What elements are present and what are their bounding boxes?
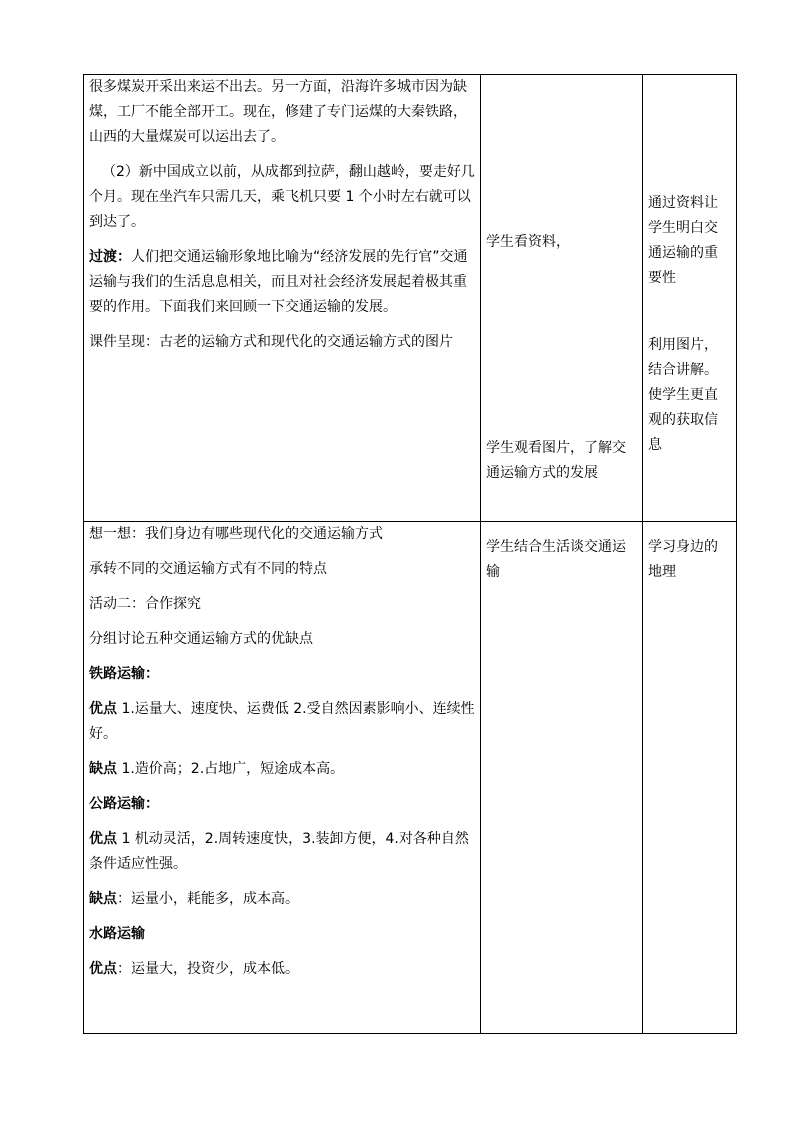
text-paragraph: 学生看资料， (486, 234, 570, 250)
table-row (84, 522, 737, 1034)
table-row (84, 75, 737, 522)
teacher-activity-cell (84, 75, 481, 522)
text-paragraph (84, 245, 480, 320)
text-paragraph: 缺点 1.造价高；2.占地广，短途成本高。 (89, 761, 345, 777)
text-paragraph: 分组讨论五种交通运输方式的优缺点 (89, 631, 313, 647)
text-paragraph: 优点 1.运量大、速度快、运费低 2.受自然因素影响小、连续性好。 (89, 701, 475, 742)
text-paragraph: 优点：运量大，投资少，成本低。 (89, 961, 299, 977)
design-intent-cell (643, 522, 737, 1034)
text-paragraph: 利用图片，结合讲解。使学生更直观的获取信息 (648, 337, 718, 453)
text-paragraph: 学习身边的地理 (648, 539, 718, 580)
bold-label: 优点 (89, 961, 117, 977)
bold-label: 优点 (89, 701, 117, 717)
lesson-plan-table (83, 74, 737, 1034)
text-paragraph: 学生观看图片，了解交通运输方式的发展 (486, 440, 626, 481)
section-heading: 公路运输： (89, 796, 159, 812)
bold-label: 缺点 (89, 761, 117, 777)
bold-label: 过渡： (89, 249, 131, 265)
text-paragraph: 想一想：我们身边有哪些现代化的交通运输方式 (89, 526, 383, 542)
text-paragraph: 课件呈现：古老的运输方式和现代化的交通运输方式的图片 (89, 334, 453, 350)
text-span: 人们把交通运输形象地比喻为“经济发展的先行官”交通运输与我们的生活息息相关，而且对社会经济发展起着极其重要的作用。下面我们来回顾一下交通运输的发展。 (89, 249, 468, 315)
text-paragraph: 承转不同的交通运输方式有不同的特点 (89, 561, 327, 577)
student-activity-cell (481, 75, 643, 522)
text-paragraph: 很多煤炭开采出来运不出去。另一方面，沿海许多城市因为缺煤，工厂不能全部开工。现在，修建了专门运煤的大秦铁路，山西的大量煤炭可以运出去了。 (89, 79, 467, 145)
design-intent-cell (643, 75, 737, 522)
bold-label: 缺点 (89, 891, 117, 907)
text-paragraph: 学生结合生活谈交通运输 (486, 539, 626, 580)
section-heading: 水路运输 (89, 926, 145, 942)
text-paragraph: 通过资料让学生明白交通运输的重要性 (648, 195, 718, 286)
text-paragraph: 活动二：合作探究 (89, 596, 201, 612)
text-paragraph: （2）新中国成立以前，从成都到拉萨，翻山越岭，要走好几个月。现在坐汽车只需几天，乘飞机只要 1 个小时左右就可以到达了。 (89, 164, 475, 230)
text-paragraph: 缺点：运量小，耗能多，成本高。 (89, 891, 299, 907)
text-paragraph: 优点 1 机动灵活，2.周转速度快，3.装卸方便，4.对各种自然条件适应性强。 (89, 831, 469, 872)
teacher-activity-cell (84, 522, 481, 1034)
section-heading: 铁路运输： (89, 666, 159, 682)
bold-label: 优点 (89, 831, 117, 847)
student-activity-cell (481, 522, 643, 1034)
